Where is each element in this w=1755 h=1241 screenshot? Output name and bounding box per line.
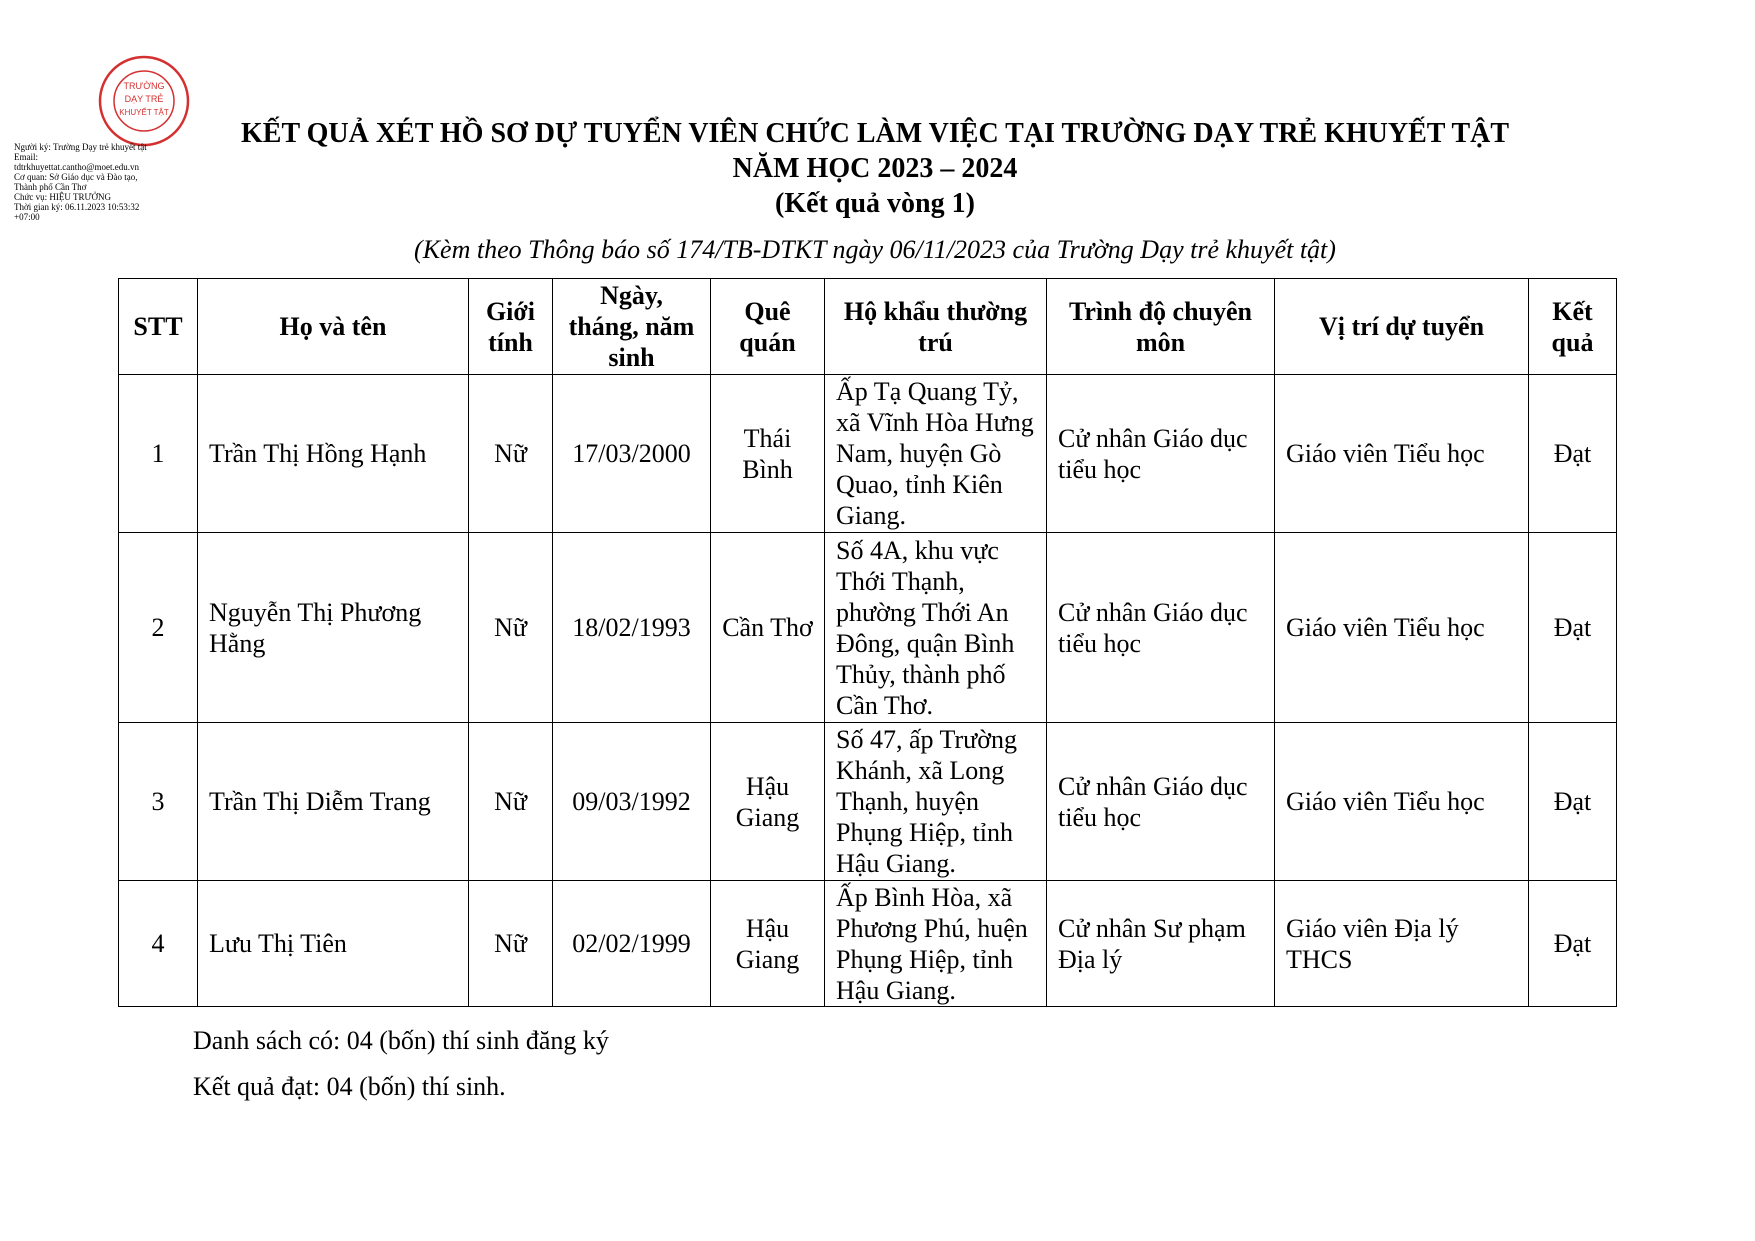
cell-qualification: Cử nhân Giáo dục tiểu học: [1047, 723, 1275, 881]
cell-hometown: Cần Thơ: [711, 533, 825, 723]
cell-gender: Nữ: [469, 533, 553, 723]
seal-line-3: KHUYẾT TẬT: [119, 108, 169, 117]
table-row: [119, 533, 1617, 723]
cell-name: Lưu Thị Tiên: [198, 881, 469, 1007]
email-label: Email:: [14, 152, 38, 162]
cell-position: Giáo viên Tiểu học: [1275, 375, 1529, 533]
cell-dob: 17/03/2000: [553, 375, 711, 533]
sign-time: Thời gian ký: 06.11.2023 10:53:32: [14, 202, 140, 212]
document-title: [190, 116, 1560, 221]
agency-city: Thành phố Cần Thơ: [14, 182, 87, 192]
cell-stt: 1: [119, 375, 198, 533]
cell-position: Giáo viên Tiểu học: [1275, 723, 1529, 881]
email-value: tdtrkhuyettat.cantho@moet.edu.vn: [14, 162, 140, 172]
cell-qualification: Cử nhân Giáo dục tiểu học: [1047, 533, 1275, 723]
cell-position: Giáo viên Tiểu học: [1275, 533, 1529, 723]
cell-gender: Nữ: [469, 881, 553, 1007]
cell-result: Đạt: [1529, 375, 1617, 533]
col-dob: Ngày, tháng, năm sinh: [553, 279, 711, 375]
col-residence: Hộ khẩu thường trú: [825, 279, 1047, 375]
cell-result: Đạt: [1529, 723, 1617, 881]
title-line-1: KẾT QUẢ XÉT HỒ SƠ DỰ TUYỂN VIÊN CHỨC LÀM VIỆC TẠI TRƯỜNG DẠY TRẺ KHUYẾT TẬT: [240, 118, 1510, 149]
cell-stt: 2: [119, 533, 198, 723]
cell-name: Trần Thị Diễm Trang: [198, 723, 469, 881]
cell-qualification: Cử nhân Sư phạm Địa lý: [1047, 881, 1275, 1007]
col-name: Họ và tên: [198, 279, 469, 375]
col-result: Kết quả: [1529, 279, 1617, 375]
table-row: [119, 881, 1617, 1007]
cell-residence: Số 4A, khu vực Thới Thạnh, phường Thới An Đông, quận Bình Thủy, thành phố Cần Thơ.: [825, 533, 1047, 723]
sign-timezone: +07:00: [14, 212, 40, 222]
signer: Người ký: Trường Dạy trẻ khuyết tật: [14, 142, 147, 152]
cell-residence: Ấp Bình Hòa, xã Phương Phú, huện Phụng Hiệp, tỉnh Hậu Giang.: [825, 881, 1047, 1007]
digital-signature-info: [14, 142, 189, 222]
registered-count: Danh sách có: 04 (bốn) thí sinh đăng ký: [193, 1026, 609, 1055]
cell-result: Đạt: [1529, 533, 1617, 723]
cell-hometown: Hậu Giang: [711, 723, 825, 881]
summary-notes: [193, 1018, 609, 1110]
col-position: Vị trí dự tuyển: [1275, 279, 1529, 375]
col-hometown: Quê quán: [711, 279, 825, 375]
seal-line-1: TRƯỜNG: [123, 81, 165, 91]
cell-stt: 3: [119, 723, 198, 881]
document-subtitle: (Kèm theo Thông báo số 174/TB-DTKT ngày 06/11/2023 của Trường Dạy trẻ khuyết tật): [414, 235, 1336, 264]
cell-hometown: Hậu Giang: [711, 881, 825, 1007]
cell-name: Nguyễn Thị Phương Hằng: [198, 533, 469, 723]
cell-hometown: Thái Bình: [711, 375, 825, 533]
cell-dob: 02/02/1999: [553, 881, 711, 1007]
results-table: [118, 278, 1617, 1007]
cell-gender: Nữ: [469, 723, 553, 881]
cell-dob: 18/02/1993: [553, 533, 711, 723]
cell-result: Đạt: [1529, 881, 1617, 1007]
cell-dob: 09/03/1992: [553, 723, 711, 881]
title-line-3: (Kết quả vòng 1): [775, 188, 975, 219]
cell-residence: Ấp Tạ Quang Tỷ, xã Vĩnh Hòa Hưng Nam, huyện Gò Quao, tỉnh Kiên Giang.: [825, 375, 1047, 533]
title-line-2: NĂM HỌC 2023 – 2024: [732, 153, 1018, 184]
col-gender: Giới tính: [469, 279, 553, 375]
agency: Cơ quan: Sở Giáo dục và Đào tạo,: [14, 172, 138, 182]
school-seal: [98, 55, 190, 147]
table-row: [119, 723, 1617, 881]
table-header-row: [119, 279, 1617, 375]
cell-gender: Nữ: [469, 375, 553, 533]
cell-position: Giáo viên Địa lý THCS: [1275, 881, 1529, 1007]
cell-qualification: Cử nhân Giáo dục tiểu học: [1047, 375, 1275, 533]
seal-line-2: DẠY TRẺ: [124, 94, 164, 104]
passed-count: Kết quả đạt: 04 (bốn) thí sinh.: [193, 1072, 506, 1101]
cell-name: Trần Thị Hồng Hạnh: [198, 375, 469, 533]
col-stt: STT: [119, 279, 198, 375]
cell-stt: 4: [119, 881, 198, 1007]
col-qualification: Trình độ chuyên môn: [1047, 279, 1275, 375]
cell-residence: Số 47, ấp Trường Khánh, xã Long Thạnh, huyện Phụng Hiệp, tỉnh Hậu Giang.: [825, 723, 1047, 881]
signer-title: Chức vụ: HIỆU TRƯỞNG: [14, 192, 111, 202]
table-row: [119, 375, 1617, 533]
